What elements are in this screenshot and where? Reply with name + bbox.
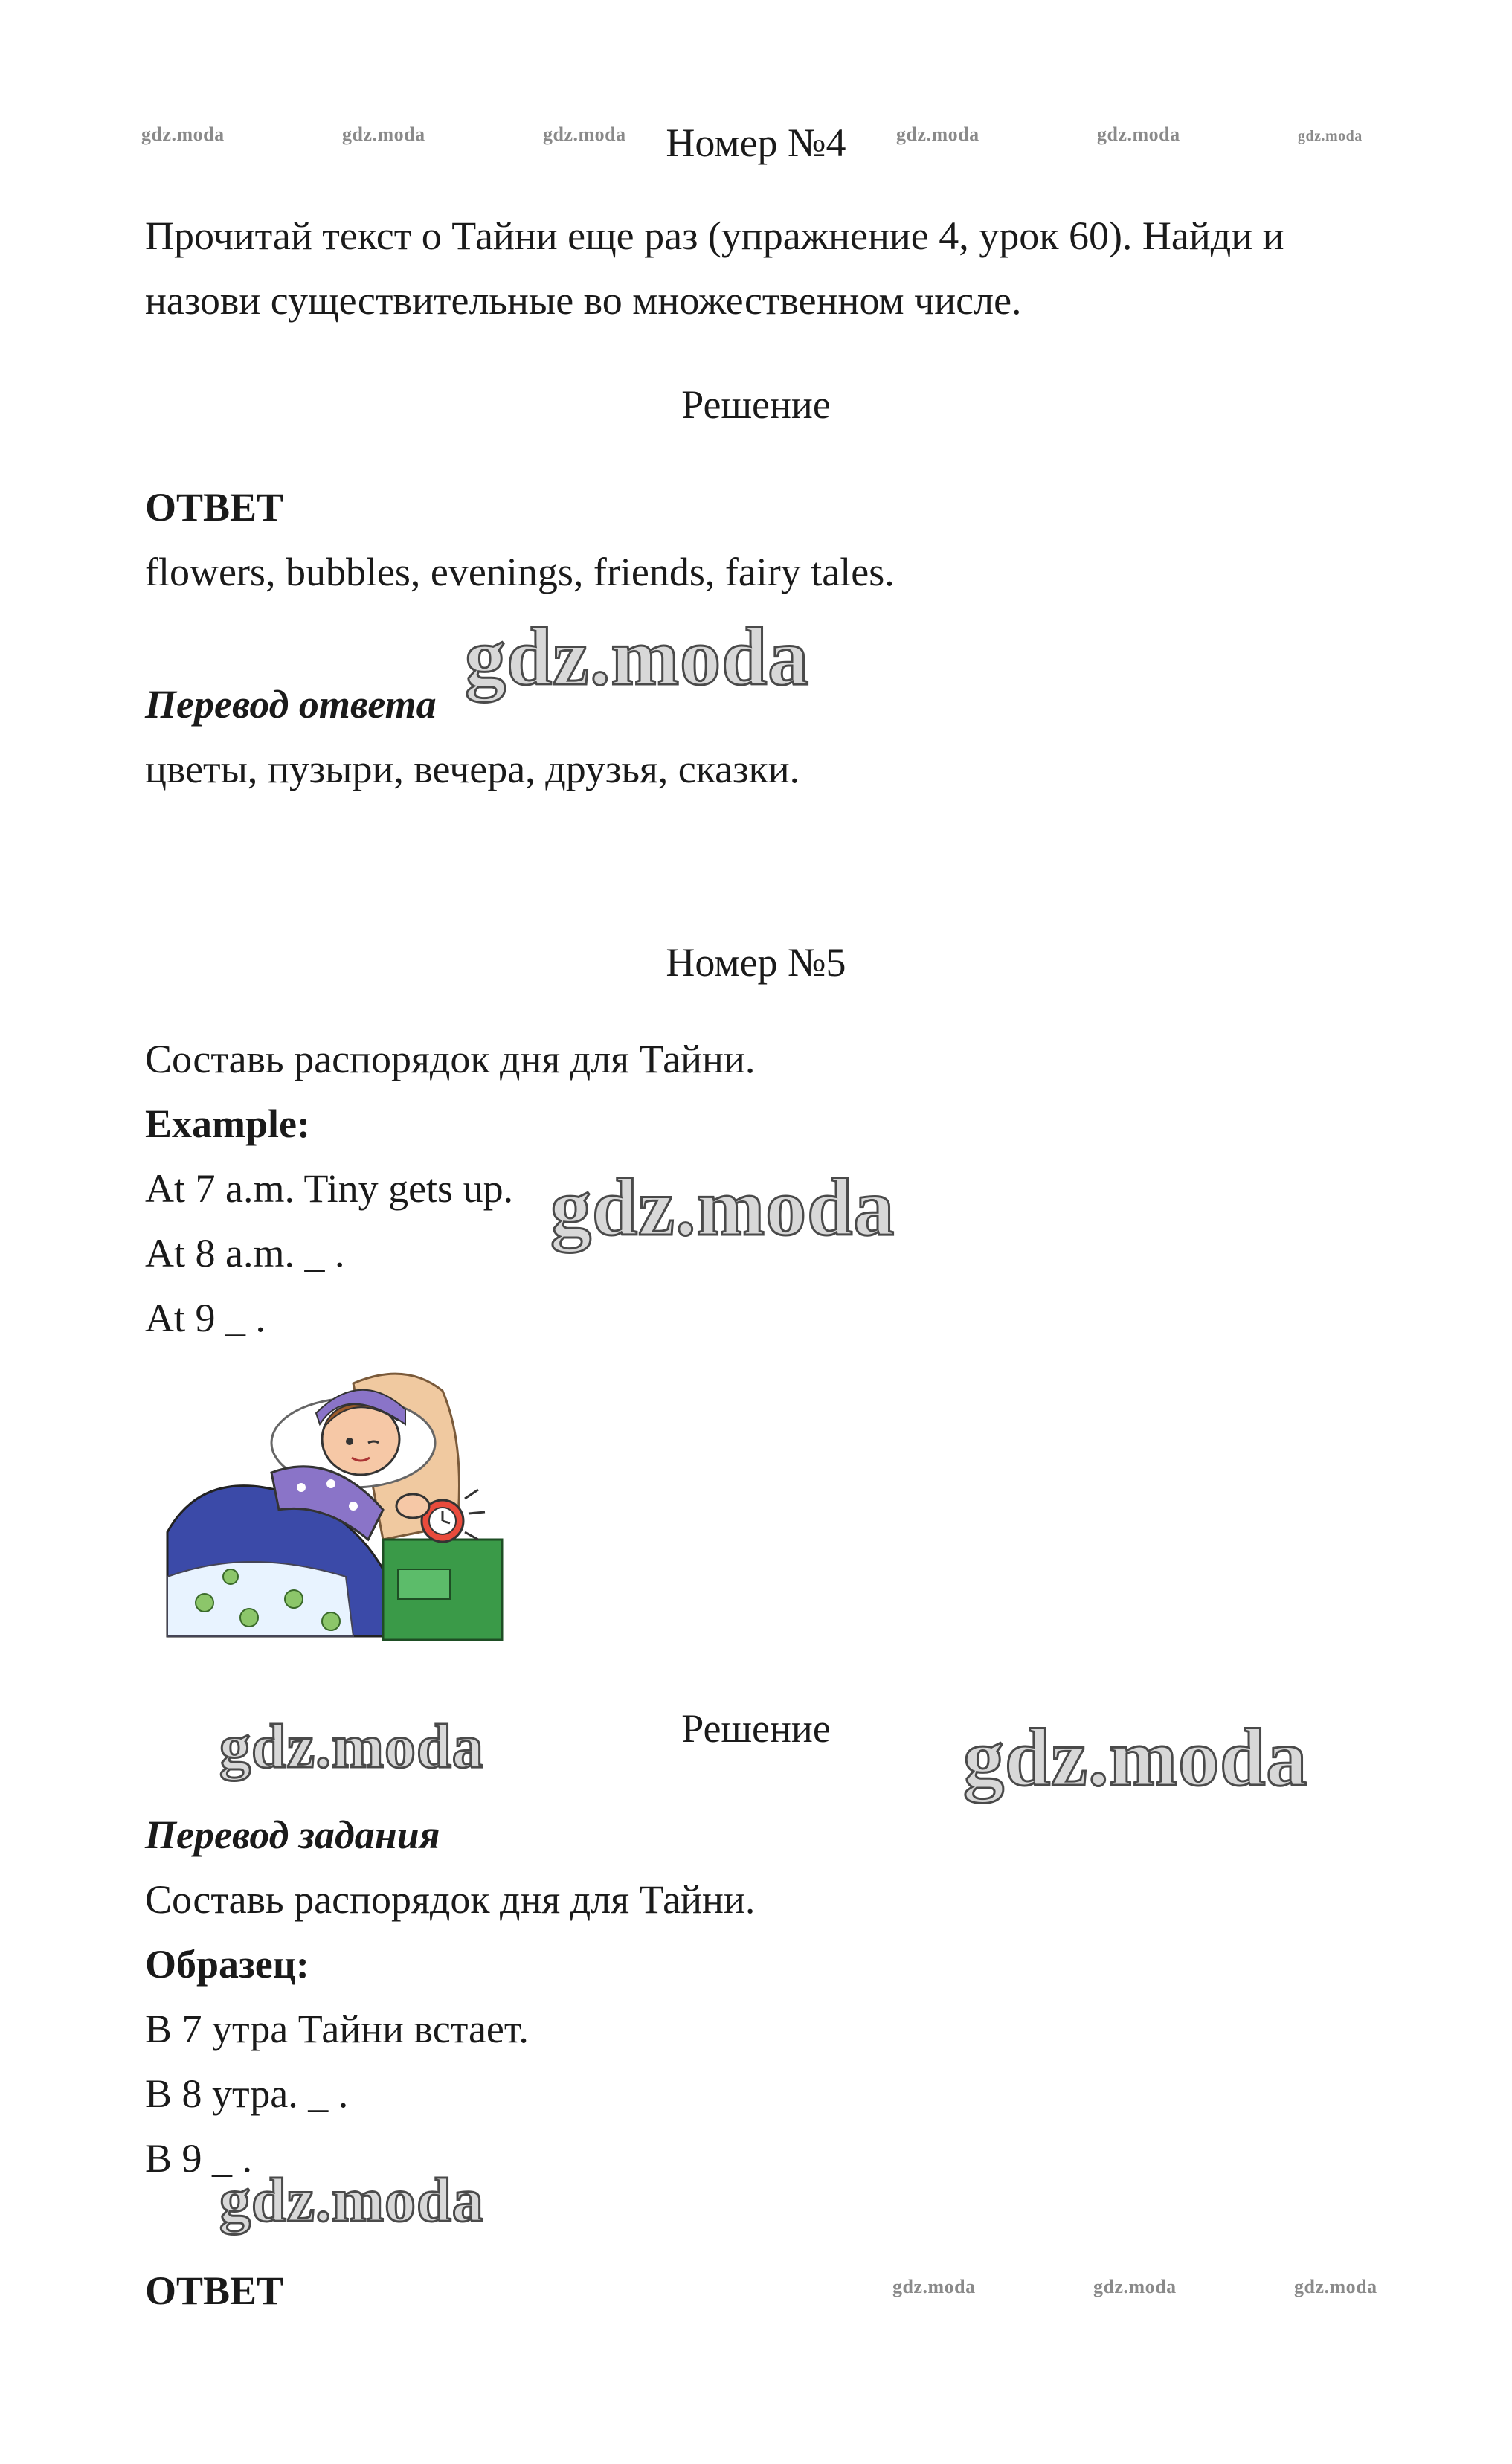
section-5-task-translation: Составь распорядок дня для Тайни. [145, 1877, 756, 1922]
watermark-large: gdz.moda [550, 1162, 895, 1252]
watermark-large: gdz.moda [963, 1712, 1308, 1803]
section-5-title: Номер №5 [666, 940, 846, 985]
section-5-task: Составь распорядок дня для Тайни. [145, 1037, 756, 1081]
section-4-answer-heading: ОТВЕТ [145, 485, 284, 530]
watermark-large: gdz.moda [465, 611, 810, 702]
section-5-sample-heading: Образец: [145, 1942, 309, 1987]
section-4-solution-heading: Решение [681, 382, 831, 427]
example-line: At 9 _ . [145, 1296, 266, 1340]
sample-line: В 8 утра. _ . [145, 2071, 349, 2116]
watermark-small: gdz.moda [1097, 123, 1180, 145]
sample-line: В 7 утра Тайни встает. [145, 2007, 529, 2051]
watermark-small: gdz.moda [342, 123, 425, 145]
watermark-small: gdz.moda [543, 123, 626, 145]
example-line: At 7 a.m. Tiny gets up. [145, 1166, 514, 1211]
section-5-solution-heading: Решение [681, 1706, 831, 1751]
section-4-translation-heading: Перевод ответа [145, 682, 437, 727]
watermark-small: gdz.moda [141, 123, 225, 145]
watermark-small: gdz.moda [1294, 2276, 1377, 2297]
section-4-answer-text: flowers, bubbles, evenings, friends, fairy tales. [145, 550, 895, 594]
section-5-task-translation-heading: Перевод задания [145, 1812, 440, 1857]
watermark-small: gdz.moda [892, 2276, 976, 2297]
section-4-task-line-2: назови существительные во множественном числе. [145, 278, 1022, 323]
section-4-translation-text: цветы, пузыри, вечера, друзья, сказки. [145, 747, 800, 791]
section-4-title: Номер №4 [666, 120, 846, 165]
watermark-small: gdz.moda [1093, 2276, 1177, 2297]
section-4-task-line-1: Прочитай текст о Тайни еще раз (упражнение 4, урок 60). Найди и [145, 213, 1284, 258]
watermark-small: gdz.moda [1298, 128, 1363, 144]
example-line: At 8 a.m. _ . [145, 1231, 345, 1276]
sample-line: В 9 _ . [145, 2136, 253, 2181]
section-5-answer-heading: ОТВЕТ [145, 2268, 284, 2313]
child-waking-illustration [160, 1354, 517, 1644]
watermark-large: gdz.moda [219, 1712, 484, 1781]
watermark-large: gdz.moda [219, 2166, 484, 2235]
watermark-small: gdz.moda [896, 123, 979, 145]
section-5-example-heading: Example: [145, 1101, 310, 1146]
